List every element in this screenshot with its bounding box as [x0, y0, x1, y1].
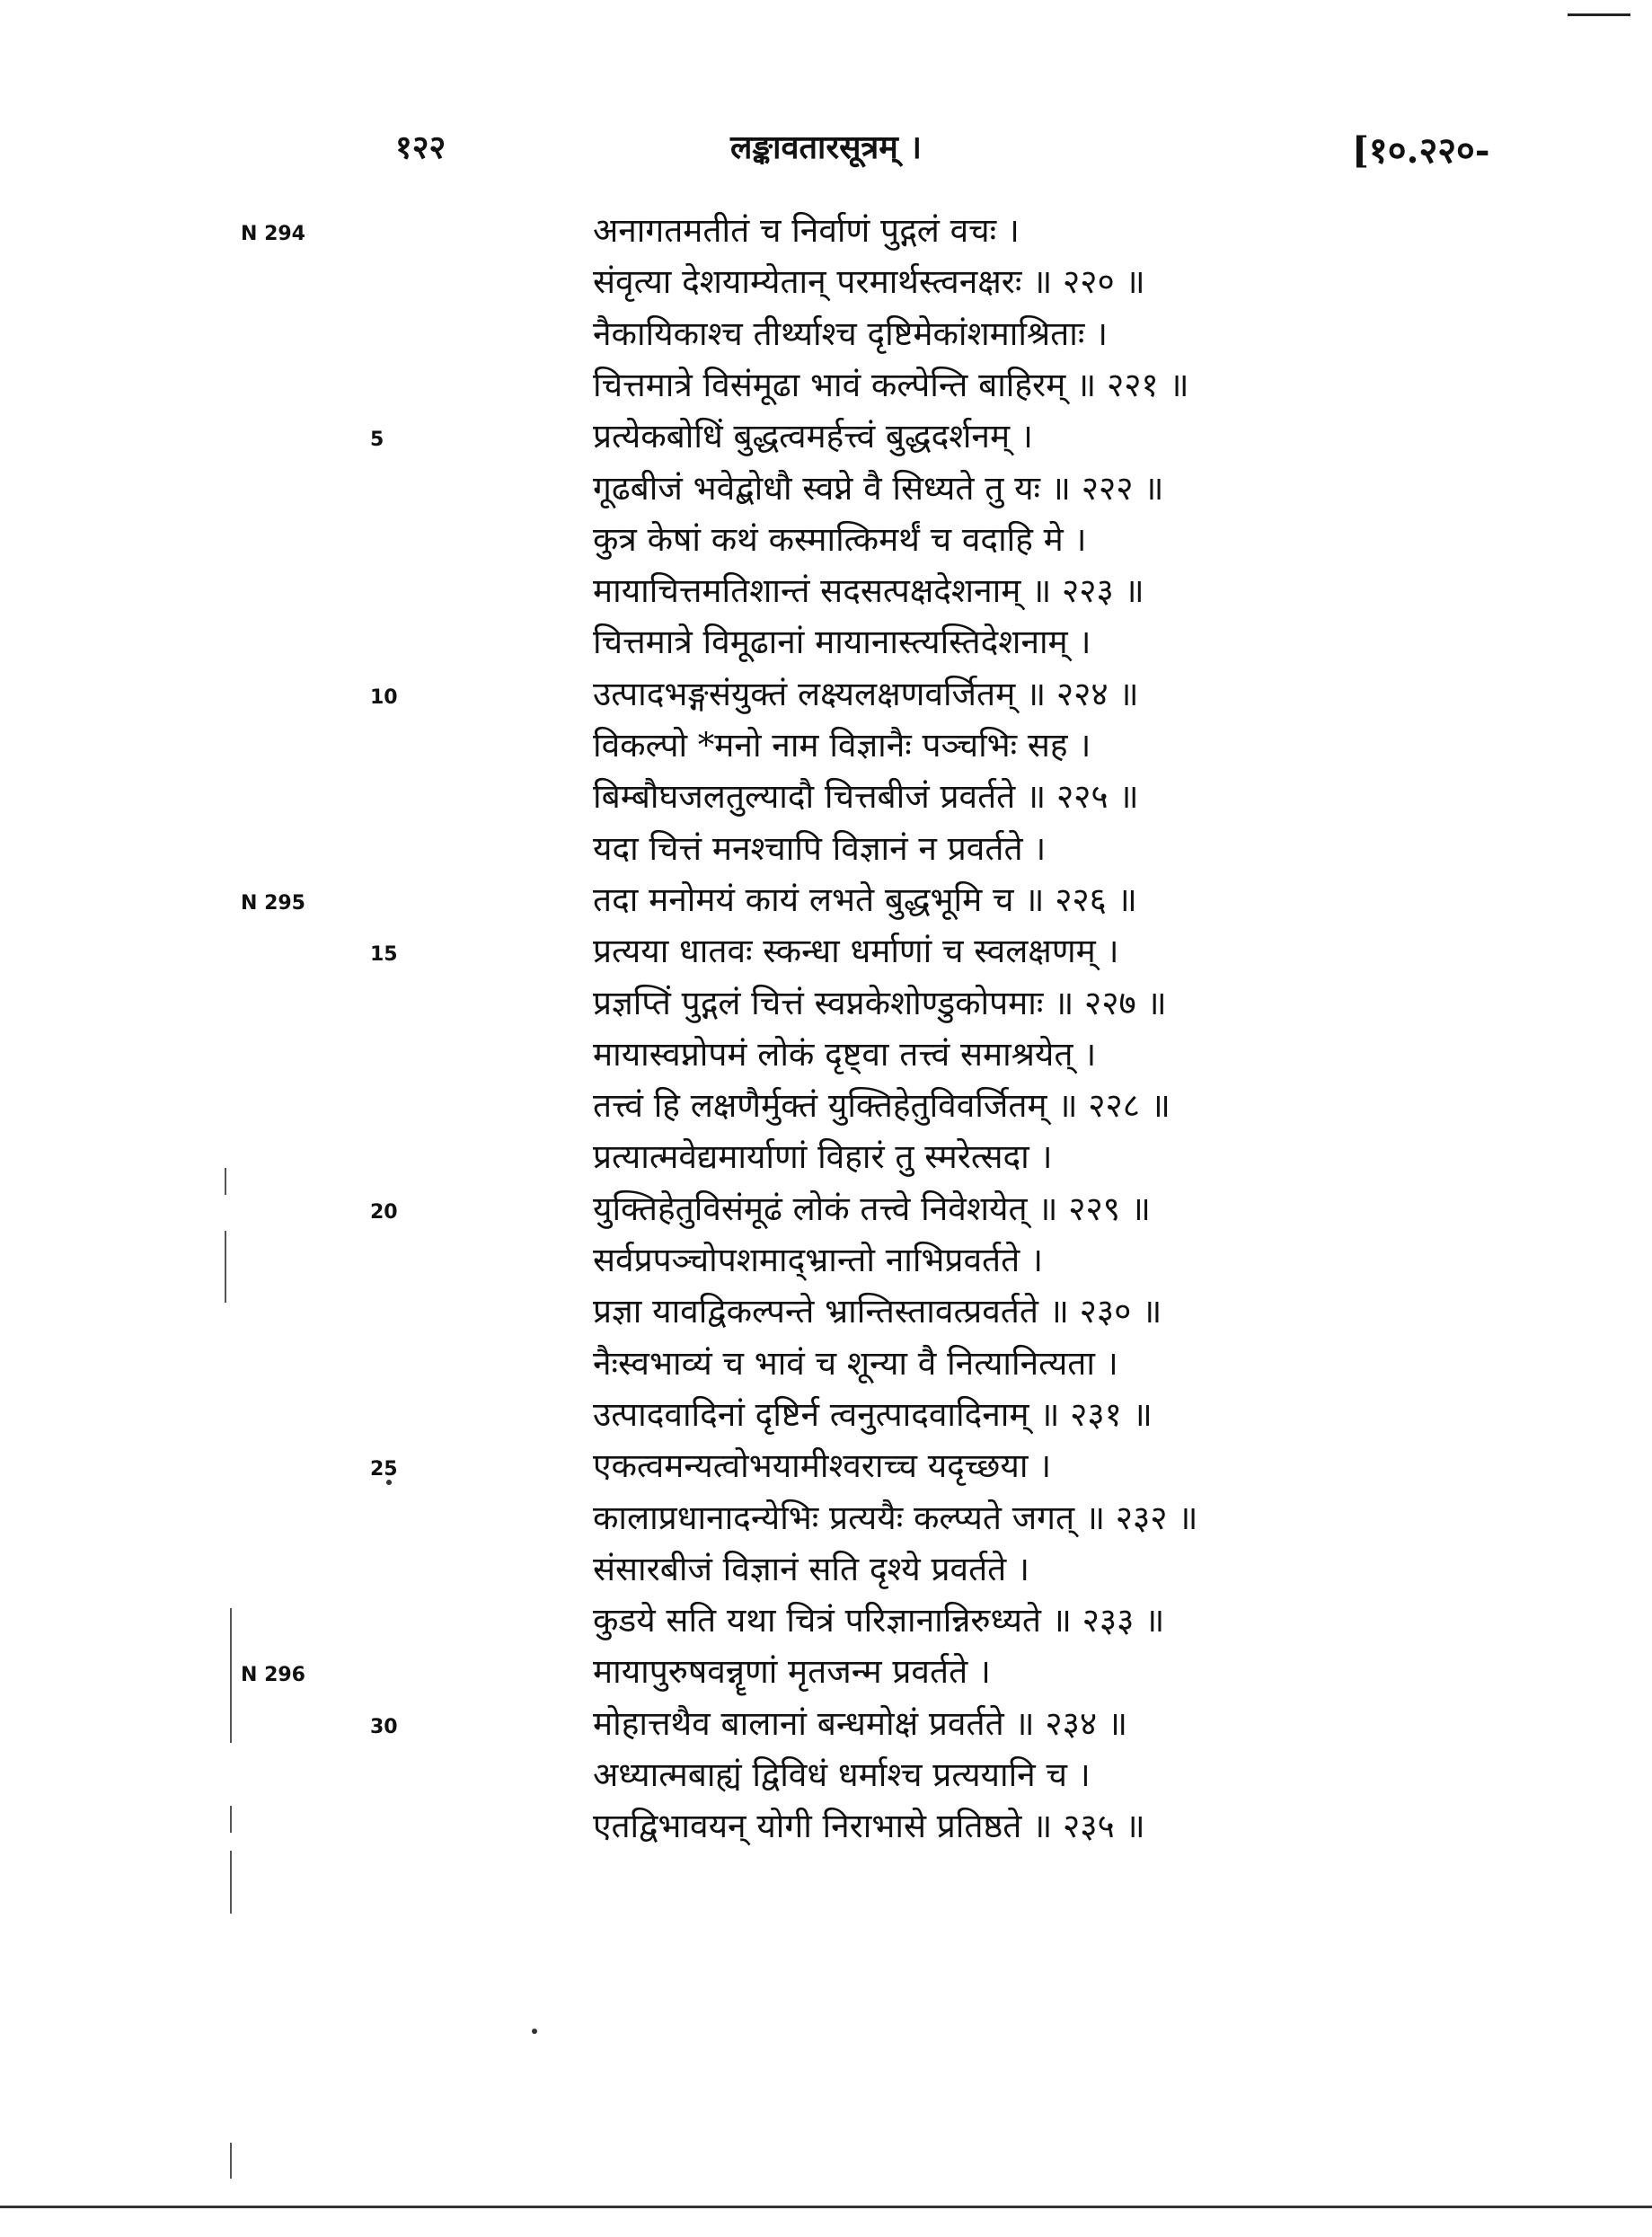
verse-line: चित्तमात्रे विमूढानां मायानास्त्यस्तिदेशनाम् । — [593, 623, 1091, 661]
verse-line: अनागतमतीतं च निर्वाणं पुद्गलं वचः । — [593, 211, 1020, 250]
section-reference: [१०.२२०- — [1352, 129, 1490, 172]
line-number: 10 — [370, 686, 398, 709]
running-title: लङ्कावतारसूत्रम् । — [729, 128, 923, 166]
verse-line: अध्यात्मबाह्यं द्विविधं धर्माश्च प्रत्ययानि च । — [593, 1755, 1091, 1794]
line-number: 30 — [370, 1716, 398, 1738]
verse-line: उत्पादभङ्गसंयुक्तं लक्ष्यलक्षणवर्जितम् ॥ २२४ ॥ — [593, 675, 1139, 713]
line-number: 20 — [370, 1201, 398, 1224]
verse-line: नैःस्वभाव्यं च भावं च शून्या वै नित्यानित्यता । — [593, 1344, 1118, 1383]
verse-line: नैकायिकाश्च तीर्थ्याश्च दृष्टिमेकांशमाश्रिताः । — [593, 314, 1109, 353]
verse-line: संवृत्या देशयाम्येतान् परमार्थस्त्वनक्षरः ॥ २२० ॥ — [593, 262, 1145, 301]
verse-line: युक्तिहेतुविसंमूढं लोकं तत्त्वे निवेशयेत् ॥ २२९ ॥ — [593, 1189, 1151, 1228]
scan-mark — [230, 1608, 232, 1743]
verse-line: कुडये सति यथा चित्रं परिज्ञानान्निरुध्यते ॥ २३३ ॥ — [593, 1601, 1165, 1640]
verse-line: एतद्विभावयन् योगी निराभासे प्रतिष्ठते ॥ २३५ ॥ — [593, 1807, 1145, 1845]
verse-line: प्रत्यया धातवः स्कन्धा धर्माणां च स्वलक्षणम् । — [593, 932, 1119, 970]
verse-line: चित्तमात्रे विसंमूढा भावं कल्पेन्ति बाहिरम् ॥ २२१ ॥ — [593, 366, 1189, 404]
scan-mark — [230, 2143, 232, 2179]
verse-line: यदा चित्तं मनश्चापि विज्ञानं न प्रवर्तते । — [593, 829, 1047, 868]
scan-mark — [225, 1168, 226, 1195]
verse-line: मोहात्तथैव बालानां बन्धमोक्षं प्रवर्तते ॥ २३४ ॥ — [593, 1704, 1128, 1743]
verse-line: संसारबीजं विज्ञानं सति दृश्ये प्रवर्तते । — [593, 1550, 1030, 1588]
manuscript-folio-ref: N 295 — [241, 892, 305, 915]
verse-line: प्रत्यात्मवेद्यमार्याणां विहारं तु स्मरेत्सदा । — [593, 1137, 1053, 1176]
verse-line: मायास्वप्नोपमं लोकं दृष्ट्वा तत्त्वं समाश्रयेत् । — [593, 1035, 1097, 1074]
verse-line: गूढबीजं भवेद्बोधौ स्वप्ने वै सिध्यते तु यः ॥ २२२ ॥ — [593, 469, 1164, 508]
verse-line: सर्वप्रपञ्चोपशमाद्भ्रान्तो नाभिप्रवर्तते । — [593, 1241, 1044, 1279]
verse-line: तदा मनोमयं कायं लभते बुद्धभूमि च ॥ २२६ ॥ — [593, 880, 1137, 919]
manuscript-folio-ref: N 294 — [241, 223, 305, 245]
bottom-rule — [0, 2206, 1652, 2208]
verse-line: कुत्र केषां कथं कस्मात्किमर्थं च वदाहि मे । — [593, 520, 1087, 559]
verse-line: प्रज्ञप्तिं पुद्गलं चित्तं स्वप्नकेशोण्डुकोपमाः ॥ २२७ ॥ — [593, 984, 1167, 1022]
verse-line: विकल्पो *मनो नाम विज्ञानैः पञ्चभिः सह । — [593, 726, 1091, 765]
verse-line: उत्पादवादिनां दृष्टिर्न त्वनुत्पादवादिनाम् ॥ २३१ ॥ — [593, 1395, 1153, 1434]
manuscript-folio-ref: N 296 — [241, 1664, 305, 1686]
verse-line: कालाप्रधानादन्येभिः प्रत्ययैः कल्प्यते जगत् ॥ २३२ ॥ — [593, 1499, 1198, 1537]
verse-line: मायापुरुषवन्नॄणां मृतजन्म प्रवर्तते । — [593, 1652, 991, 1691]
page-number: १२२ — [395, 128, 446, 166]
top-rule — [1568, 13, 1630, 16]
verse-line: मायाचित्तमतिशान्तं सदसत्पक्षदेशनाम् ॥ २२३ ॥ — [593, 571, 1144, 610]
stray-dot — [532, 2029, 537, 2034]
verse-line: प्रज्ञा यावद्विकल्पन्ते भ्रान्तिस्तावत्प्रवर्तते ॥ २३० ॥ — [593, 1292, 1162, 1331]
scan-mark — [230, 1806, 232, 1833]
line-number: 25 — [370, 1458, 398, 1481]
line-number: 5 — [370, 429, 384, 451]
verse-line: एकत्वमन्यत्वोभयामीश्वराच्च यदृच्छया । — [593, 1446, 1052, 1485]
verse-line: तत्त्वं हि लक्षणैर्मुक्तं युक्तिहेतुविवर्जितम् ॥ २२८ ॥ — [593, 1086, 1171, 1125]
line-number: 15 — [370, 943, 398, 966]
verse-line: बिम्बौघजलतुल्यादौ चित्तबीजं प्रवर्तते ॥ २२५ ॥ — [593, 777, 1139, 816]
scan-mark — [225, 1231, 226, 1303]
scan-mark — [230, 1851, 232, 1914]
verse-line: प्रत्येकबोधिं बुद्धत्वमर्हत्त्वं बुद्धदर्शनम् । — [593, 417, 1033, 455]
